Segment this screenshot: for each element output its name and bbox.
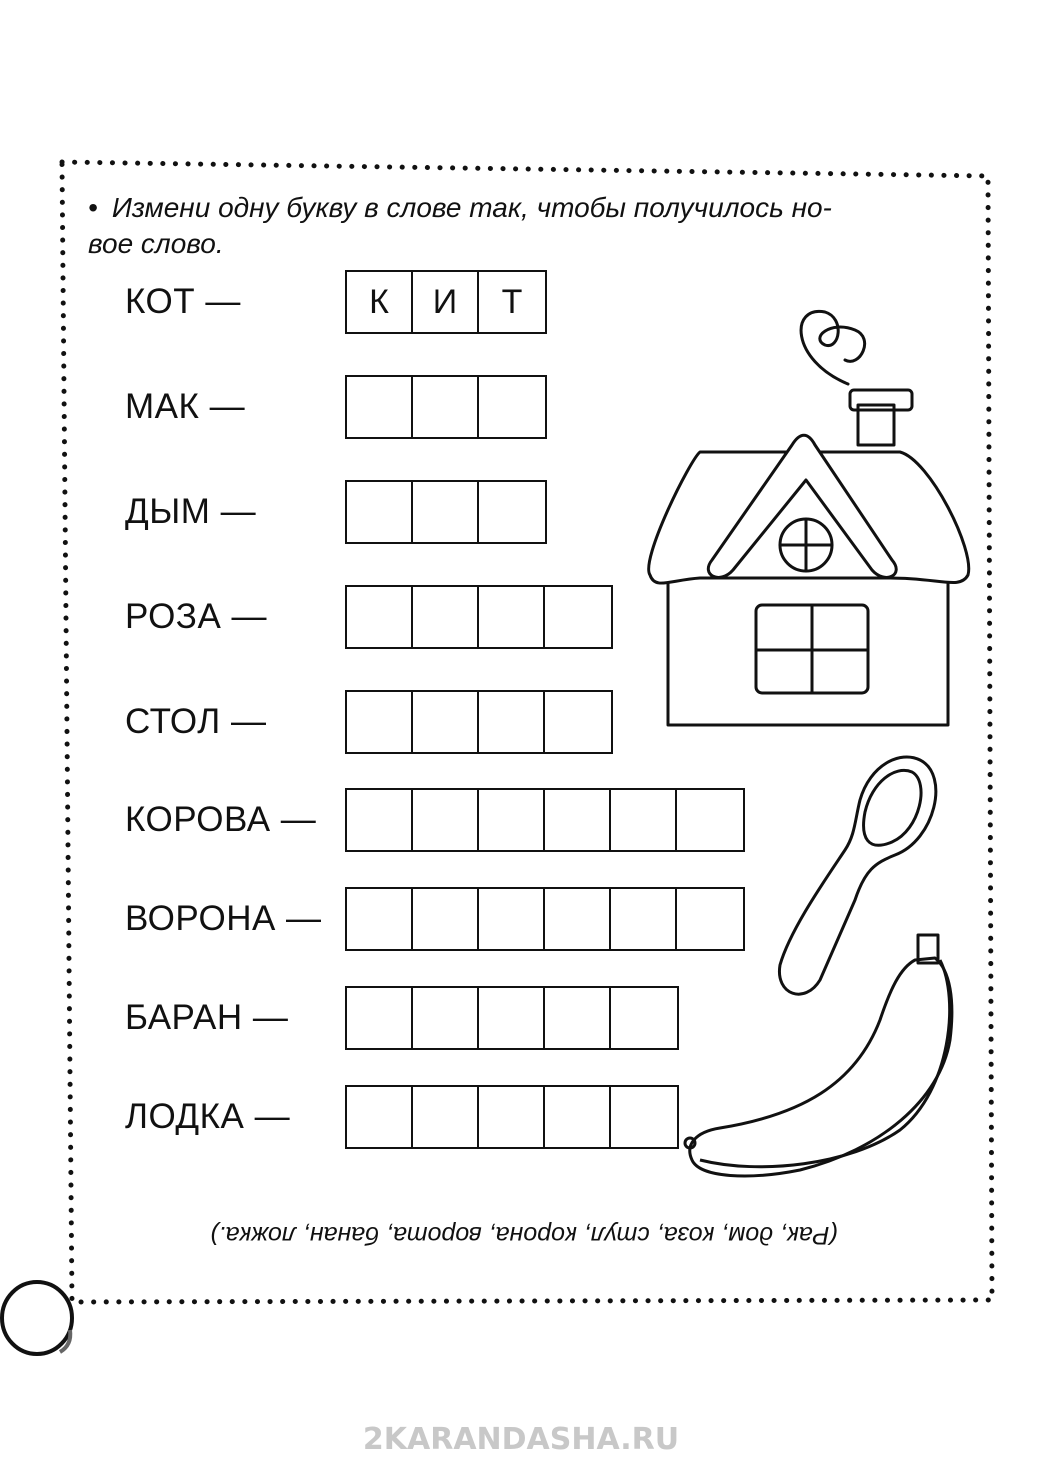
row-word: КОРОВА — (125, 800, 317, 839)
letter-cell[interactable] (677, 790, 743, 850)
watermark: 2KARANDASHA.RU (362, 1422, 680, 1457)
row-word: ЛОДКА — (125, 1097, 291, 1136)
letter-cell[interactable] (413, 692, 479, 752)
letter-cell[interactable] (545, 790, 611, 850)
instruction-line-2: вое слово. (88, 228, 224, 259)
letter-cell[interactable] (611, 988, 677, 1048)
letter-cell[interactable] (479, 587, 545, 647)
letter-cell[interactable] (545, 692, 611, 752)
letter-cell[interactable] (677, 889, 743, 949)
letter-cell[interactable] (479, 790, 545, 850)
letter-cell[interactable] (413, 1087, 479, 1147)
letter-cell[interactable] (347, 1087, 413, 1147)
letter-cell[interactable] (545, 889, 611, 949)
letter-grid (345, 270, 547, 334)
letter-cell[interactable] (545, 988, 611, 1048)
letter-cell[interactable] (611, 1087, 677, 1147)
letter-cell[interactable] (413, 587, 479, 647)
instruction-line-1: Измени одну букву в слове так, чтобы получилось но- (111, 192, 832, 223)
page-number-circle (2, 1282, 72, 1354)
letter-cell[interactable] (413, 889, 479, 949)
row-word: РОЗА — (125, 597, 268, 636)
letter-cell[interactable] (611, 790, 677, 850)
letter-grid (345, 690, 613, 754)
answers-text: (Рак, дом, коза, стул, корона, ворота, банан, ложка.) (210, 1221, 838, 1249)
letter-grid (345, 375, 547, 439)
letter-grid (345, 887, 745, 951)
row-word: ДЫМ — (125, 492, 257, 531)
row-word: КОТ — (125, 282, 241, 321)
letter-cell[interactable] (347, 692, 413, 752)
row-word: БАРАН — (125, 998, 289, 1037)
letter-cell[interactable] (413, 482, 479, 542)
letter-cell[interactable] (347, 988, 413, 1048)
letter-cell[interactable] (479, 988, 545, 1048)
letter-cell[interactable] (347, 790, 413, 850)
letter-cell[interactable]: И (413, 272, 479, 332)
letter-cell[interactable] (611, 889, 677, 949)
letter-cell[interactable] (347, 482, 413, 542)
row-word: МАК — (125, 387, 246, 426)
letter-cell[interactable] (479, 1087, 545, 1147)
letter-cell[interactable] (347, 377, 413, 437)
letter-grid (345, 1085, 679, 1149)
letter-cell[interactable] (413, 377, 479, 437)
letter-cell[interactable] (413, 988, 479, 1048)
letter-grid (345, 986, 679, 1050)
letter-cell[interactable] (479, 692, 545, 752)
letter-cell[interactable]: К (347, 272, 413, 332)
letter-grid (345, 788, 745, 852)
letter-cell[interactable] (347, 889, 413, 949)
letter-cell[interactable] (479, 482, 545, 542)
letter-cell[interactable] (545, 587, 611, 647)
letter-grid (345, 585, 613, 649)
bullet: • (88, 192, 98, 223)
letter-cell[interactable]: Т (501, 282, 523, 321)
letter-cell[interactable] (545, 1087, 611, 1147)
instruction-text (88, 190, 968, 262)
row-word: СТОЛ — (125, 702, 267, 741)
letter-grid (345, 480, 547, 544)
letter-cell[interactable] (479, 377, 545, 437)
letter-cell[interactable] (413, 790, 479, 850)
letter-cell[interactable] (347, 587, 413, 647)
letter-cell[interactable] (479, 889, 545, 949)
row-word: ВОРОНА — (125, 899, 322, 938)
